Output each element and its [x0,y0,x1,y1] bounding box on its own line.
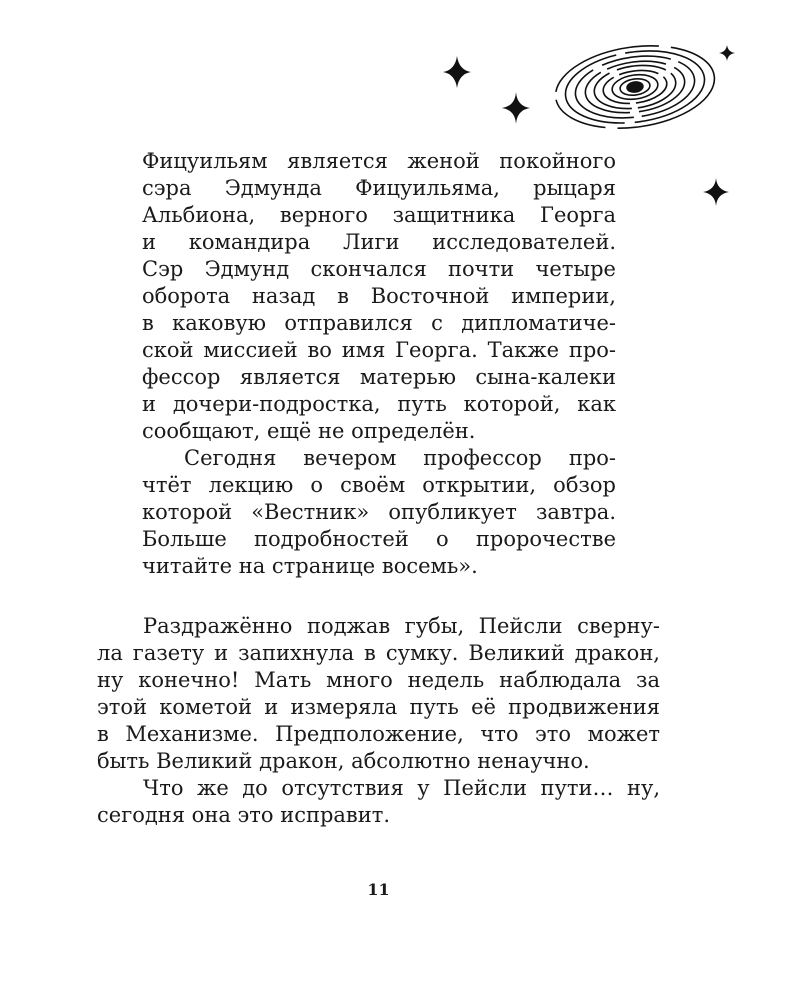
quote-line: чтёт лекцию о своём открытии, обзор [142,473,616,497]
body-line: Раздражённо поджав губы, Пейсли сверну- [143,614,660,638]
body-line: в Механизме. Предположение, что это может [97,722,660,746]
quote-line: Альбиона, верного защитника Георга [142,203,616,227]
quote-line: Больше подробностей о пророчестве [142,527,616,551]
body-line: быть Великий дракон, абсолютно ненаучно. [97,749,590,773]
quote-line: которой «Вестник» опубликует завтра. [142,500,616,524]
body-line: Что же до отсутствия у Пейсли пути… ну, [143,776,660,800]
quote-line: фессор является матерью сына-калеки [142,365,616,389]
quote-line: и командира Лиги исследователей. [142,230,616,254]
sparkle-icon [502,92,530,124]
quote-line: сэра Эдмунда Фицуильяма, рыцаря [142,176,616,200]
galaxy-icon [550,36,720,137]
sparkle-icon [719,45,735,61]
body-line: ла газету и запихнула в сумку. Великий дракон, [97,641,660,665]
quote-line: и дочери-подростка, путь которой, как [142,392,616,416]
sparkle-icon [443,56,471,88]
quote-line: Сегодня вечером профессор про- [184,446,616,470]
quote-line: оборота назад в Восточной империи, [142,284,616,308]
quote-line: читайте на странице восемь». [142,554,478,578]
body-line: ну конечно! Мать много недель наблюдала за [97,668,660,692]
quote-line: ской миссией во имя Георга. Также про- [142,338,616,362]
sparkle-icon [703,178,729,206]
quote-line: сообщают, ещё не определён. [142,419,476,443]
body-line: этой кометой и измеряла путь её продвижения [97,695,660,719]
quote-line: Фицуильям является женой покойного [142,149,616,173]
body-line: сегодня она это исправит. [97,803,391,827]
quote-line: в каковую отправился с дипломатиче- [142,311,616,335]
quote-line: Сэр Эдмунд скончался почти четыре [142,257,616,281]
page-number: 11 [367,880,390,899]
